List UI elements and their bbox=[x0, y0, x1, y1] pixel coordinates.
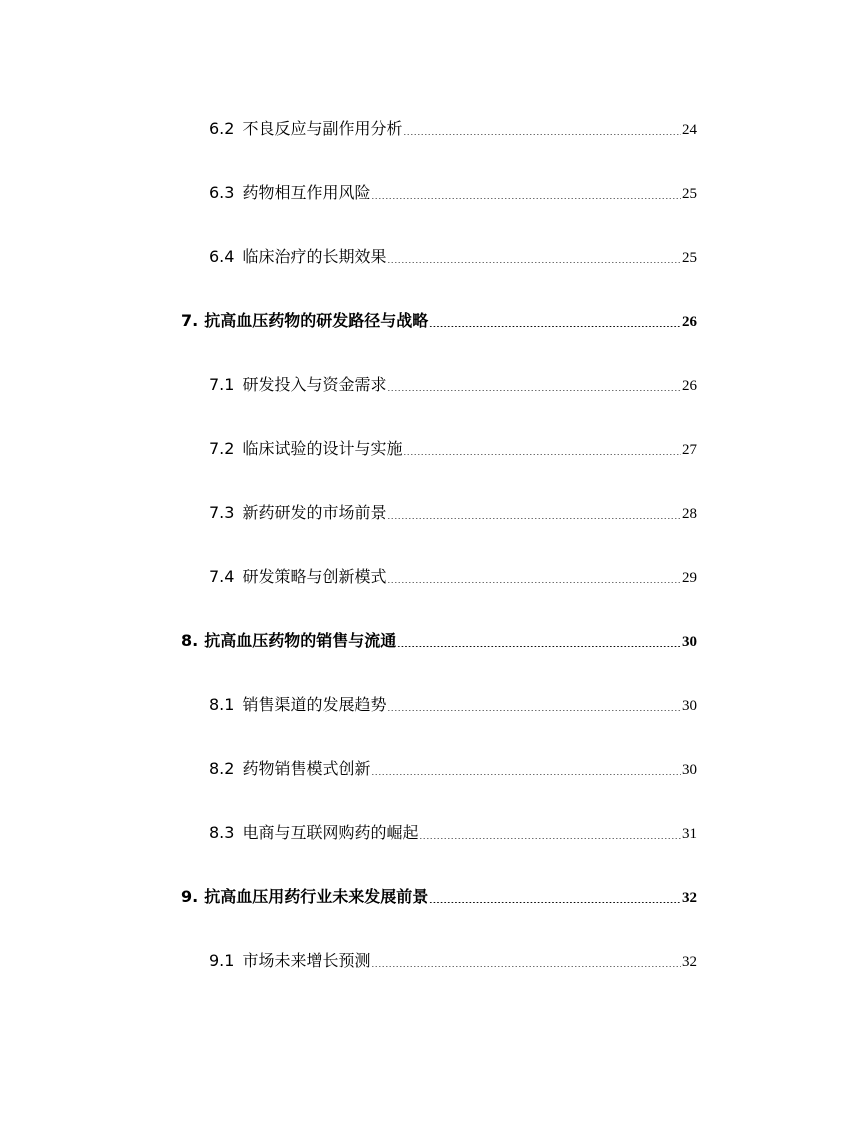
toc-entry-7-1[interactable] bbox=[209, 374, 697, 396]
toc-entry-number: 6.3 bbox=[209, 183, 235, 202]
toc-entry-page: 30 bbox=[682, 762, 697, 778]
toc-entry-number: 7.2 bbox=[209, 439, 235, 458]
toc-entry-8-2[interactable] bbox=[209, 758, 697, 780]
toc-entry-7-3[interactable] bbox=[209, 502, 697, 524]
toc-entry-8-3[interactable] bbox=[209, 822, 697, 844]
toc-entry-8[interactable] bbox=[181, 630, 697, 652]
dot-leader bbox=[371, 198, 681, 199]
toc-entry-page: 25 bbox=[682, 250, 697, 266]
toc-entry-page: 30 bbox=[682, 634, 697, 650]
toc-entry-7[interactable] bbox=[181, 310, 697, 332]
dot-leader bbox=[371, 966, 681, 967]
toc-entry-page: 28 bbox=[682, 506, 697, 522]
dot-leader bbox=[403, 454, 681, 455]
dot-leader bbox=[419, 838, 681, 839]
toc-entry-title: 新药研发的市场前景 bbox=[242, 503, 387, 522]
toc-entry-title: 不良反应与副作用分析 bbox=[242, 119, 403, 138]
toc-entry-number: 8.2 bbox=[209, 759, 235, 778]
toc-entry-number: 7.3 bbox=[209, 503, 235, 522]
toc-entry-page: 32 bbox=[682, 890, 697, 906]
toc-entry-title: 电商与互联网购药的崛起 bbox=[242, 823, 419, 842]
toc-entry-title: 销售渠道的发展趋势 bbox=[242, 695, 387, 714]
toc-entry-number: 6.2 bbox=[209, 119, 235, 138]
dot-leader bbox=[387, 710, 681, 711]
toc-entry-title: 临床治疗的长期效果 bbox=[242, 247, 387, 266]
toc-entry-6-2[interactable] bbox=[209, 118, 697, 140]
toc-entry-number: 7. bbox=[181, 311, 199, 330]
dot-leader bbox=[429, 902, 681, 903]
dot-leader bbox=[371, 774, 681, 775]
toc-entry-page: 24 bbox=[682, 122, 697, 138]
toc-entry-title: 研发投入与资金需求 bbox=[242, 375, 387, 394]
toc-entry-7-2[interactable] bbox=[209, 438, 697, 460]
toc-entry-title: 药物销售模式创新 bbox=[242, 759, 371, 778]
toc-entry-7-4[interactable] bbox=[209, 566, 697, 588]
toc-entry-6-4[interactable] bbox=[209, 246, 697, 268]
toc-entry-number: 9. bbox=[181, 887, 199, 906]
toc-entry-page: 32 bbox=[682, 954, 697, 970]
toc-entry-number: 6.4 bbox=[209, 247, 235, 266]
toc-entry-page: 26 bbox=[682, 378, 697, 394]
toc-entry-9-1[interactable] bbox=[209, 950, 697, 972]
dot-leader bbox=[387, 262, 681, 263]
dot-leader bbox=[387, 582, 681, 583]
toc-entry-page: 29 bbox=[682, 570, 697, 586]
toc-entry-9[interactable] bbox=[181, 886, 697, 908]
dot-leader bbox=[387, 518, 681, 519]
toc-entry-title: 抗高血压药物的销售与流通 bbox=[204, 631, 397, 650]
dot-leader bbox=[429, 326, 681, 327]
toc-entry-number: 7.4 bbox=[209, 567, 235, 586]
toc-entry-title: 研发策略与创新模式 bbox=[242, 567, 387, 586]
toc-entry-page: 30 bbox=[682, 698, 697, 714]
toc-entry-page: 31 bbox=[682, 826, 697, 842]
dot-leader bbox=[387, 390, 681, 391]
toc-entry-title: 抗高血压药物的研发路径与战略 bbox=[204, 311, 429, 330]
toc-entry-page: 27 bbox=[682, 442, 697, 458]
toc-entry-number: 9.1 bbox=[209, 951, 235, 970]
toc-entry-number: 8.3 bbox=[209, 823, 235, 842]
toc-entry-number: 7.1 bbox=[209, 375, 235, 394]
toc-entry-number: 8. bbox=[181, 631, 199, 650]
toc-entry-page: 26 bbox=[682, 314, 697, 330]
toc-entry-6-3[interactable] bbox=[209, 182, 697, 204]
dot-leader bbox=[403, 134, 681, 135]
toc-entry-title: 药物相互作用风险 bbox=[242, 183, 371, 202]
toc-entry-title: 抗高血压用药行业未来发展前景 bbox=[204, 887, 429, 906]
toc-entry-number: 8.1 bbox=[209, 695, 235, 714]
toc-entry-8-1[interactable] bbox=[209, 694, 697, 716]
dot-leader bbox=[397, 646, 681, 647]
toc-entry-title: 临床试验的设计与实施 bbox=[242, 439, 403, 458]
toc-entry-page: 25 bbox=[682, 186, 697, 202]
toc-entry-title: 市场未来增长预测 bbox=[242, 951, 371, 970]
